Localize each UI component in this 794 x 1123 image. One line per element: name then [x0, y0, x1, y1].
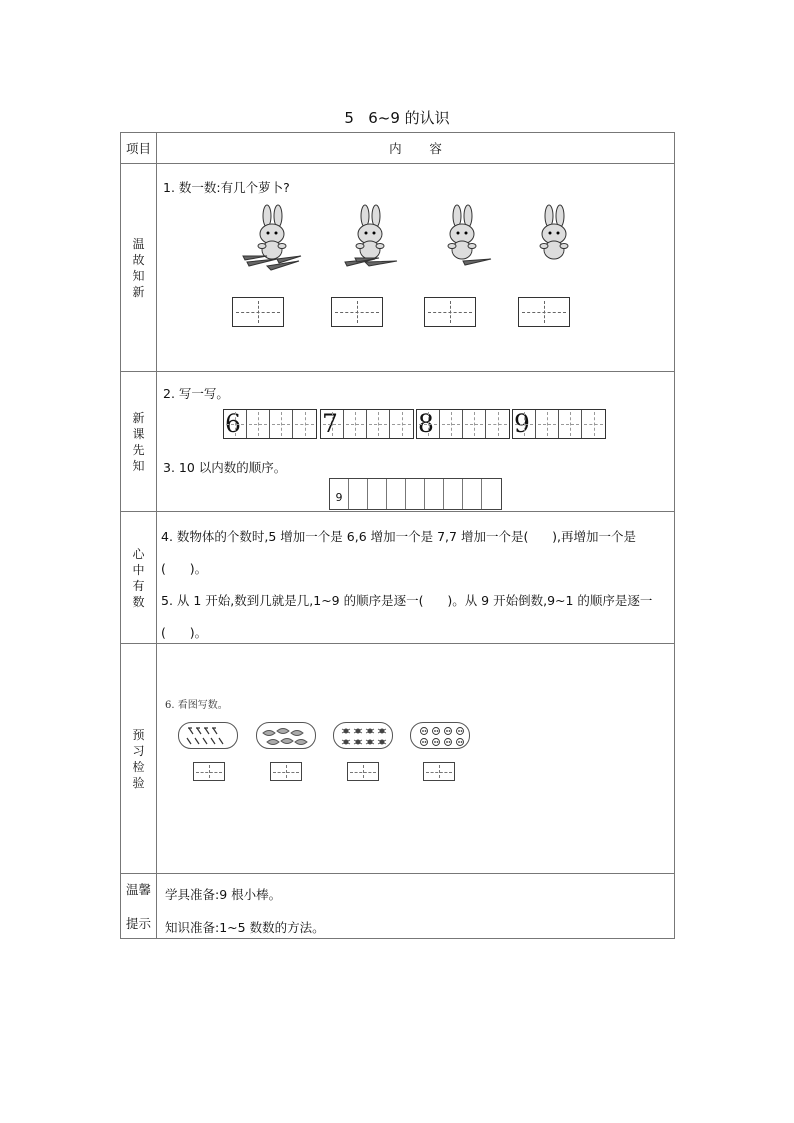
page-title: 5 6~9 的认识 [344, 109, 450, 127]
answer-box[interactable] [518, 297, 570, 327]
question-2: 2. 写一写。 [163, 386, 229, 401]
section-label: 预习检验 [132, 727, 145, 790]
rabbit-carrots-icon [335, 204, 405, 274]
answer-box[interactable] [193, 762, 225, 781]
lesson-table [120, 132, 675, 939]
question-6: 6. 看图写数。 [165, 700, 228, 711]
tips-label-2: 提示 [125, 916, 151, 931]
answer-box[interactable] [424, 297, 476, 327]
question-4: 4. 数物体的个数时,5 增加一个是 6,6 增加一个是 7,7 增加一个是( ),再增加一个是 [161, 529, 637, 544]
answer-box[interactable] [232, 297, 284, 327]
section-label: 新课先知 [132, 410, 145, 473]
writing-grid-9[interactable]: 9 [512, 409, 606, 439]
tip-tools: 学具准备:9 根小棒。 [165, 887, 282, 902]
tips-label-1: 温馨 [125, 882, 151, 897]
section-mind [121, 512, 675, 644]
answer-box[interactable] [347, 762, 379, 781]
rabbit-carrots-icon [237, 204, 307, 274]
carrot-icon [179, 723, 239, 750]
oval-bugs [333, 722, 393, 749]
tip-knowledge: 知识准备:1~5 数数的方法。 [165, 920, 325, 935]
section-check [121, 644, 675, 874]
answer-box[interactable] [331, 297, 383, 327]
writing-grid-8[interactable]: 8 [416, 409, 510, 439]
question-1: 1. 数一数:有几个萝卜? [163, 180, 290, 195]
section-tips [121, 874, 675, 939]
header-item: 项目 [121, 133, 157, 164]
number-order-grid[interactable]: 9 [329, 478, 502, 510]
oval-fish [256, 722, 316, 749]
writing-grid-7[interactable]: 7 [320, 409, 414, 439]
header-row [121, 133, 675, 164]
writing-grid-6[interactable]: 6 [223, 409, 317, 439]
oval-carrots-7 [178, 722, 238, 749]
section-preview [121, 372, 675, 512]
oval-faces [410, 722, 470, 749]
section-review [121, 164, 675, 372]
face-icon [411, 723, 471, 750]
rabbit-icon [519, 204, 589, 274]
question-5: 5. 从 1 开始,数到几就是几,1~9 的顺序是逐一( )。从 9 开始倒数,9~1 的顺序是逐一 [161, 593, 653, 608]
section-label: 心中有数 [132, 546, 145, 609]
question-5-cont: ( )。 [161, 625, 208, 640]
question-4-cont: ( )。 [161, 561, 208, 576]
rabbit-carrots-icon [427, 204, 497, 274]
answer-box[interactable] [270, 762, 302, 781]
bug-icon [334, 723, 394, 750]
fish-icon [257, 723, 317, 750]
question-3: 3. 10 以内数的顺序。 [163, 460, 287, 475]
section-label: 温故知新 [132, 236, 145, 299]
answer-box[interactable] [423, 762, 455, 781]
header-content: 内 容 [157, 133, 675, 164]
